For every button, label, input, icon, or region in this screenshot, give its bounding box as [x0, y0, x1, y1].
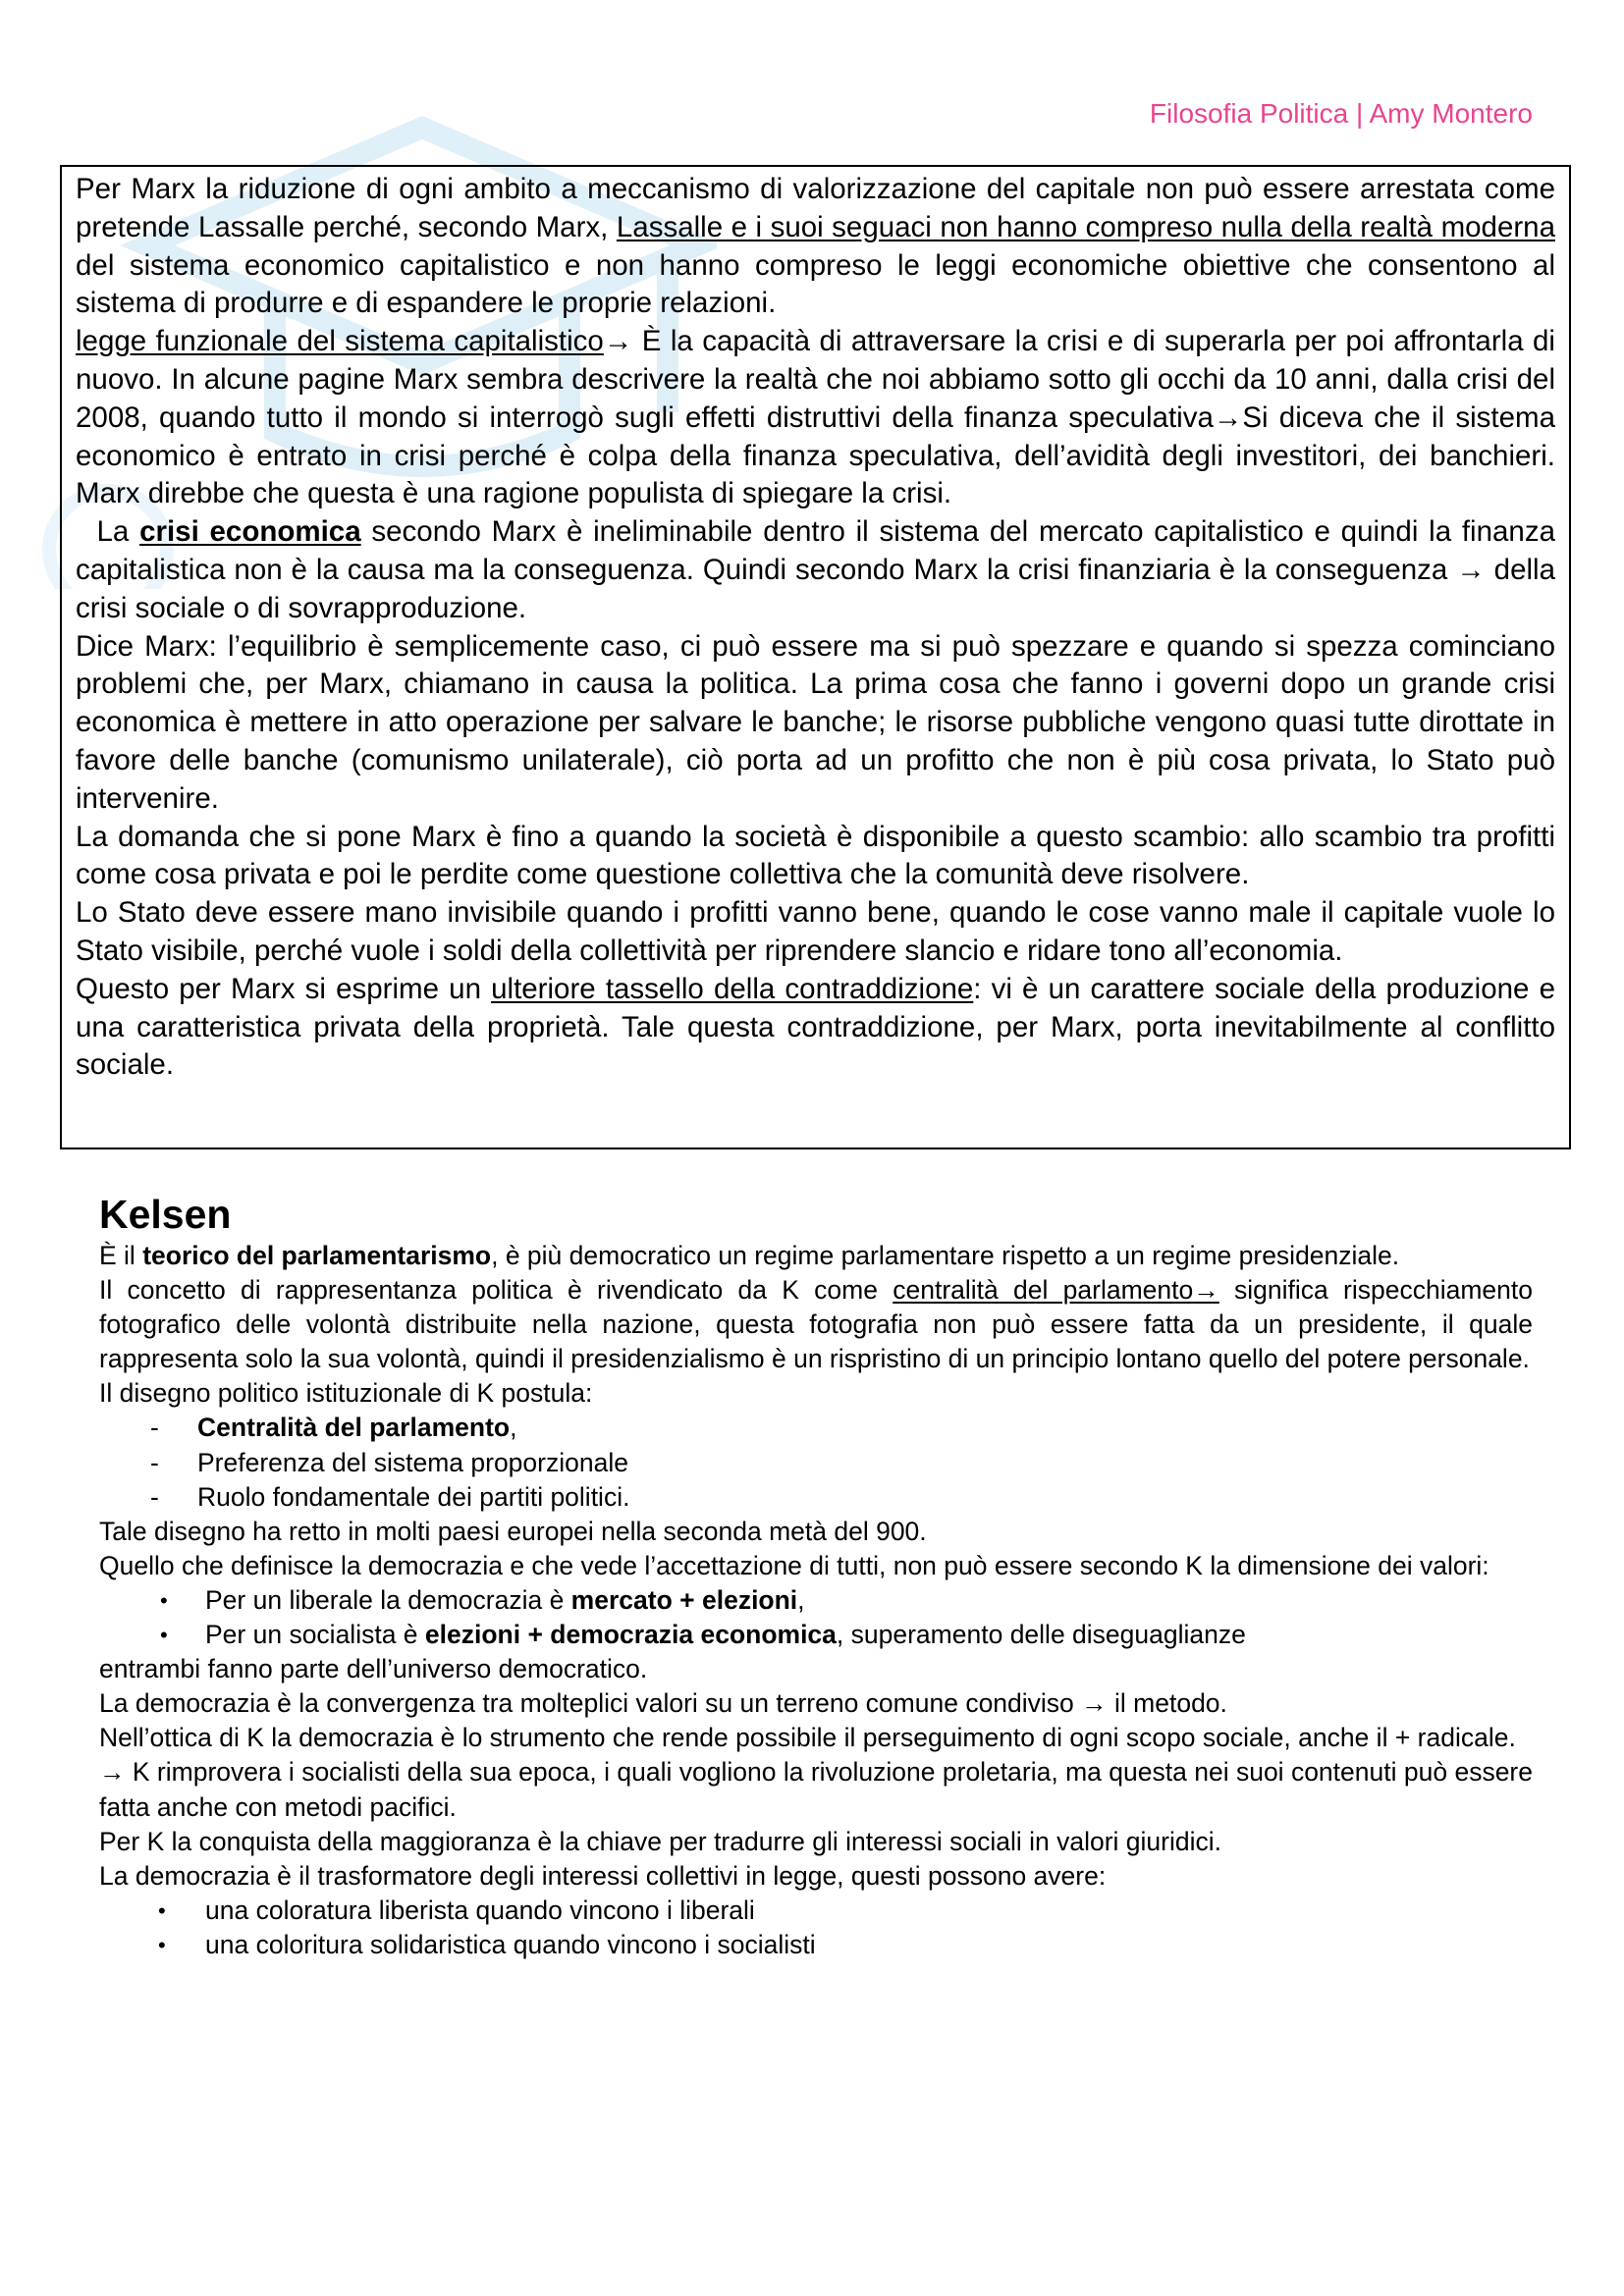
list-item: - Ruolo fondamentale dei partiti politici.	[150, 1481, 630, 1512]
arrow-icon: →	[603, 325, 633, 358]
list-item: • Per un liberale la democrazia è mercato + elezioni,	[160, 1584, 805, 1615]
marx-summary-box	[60, 165, 1571, 1149]
paragraph: Questo per Marx si esprime un ulteriore tassello della contraddizione: vi è un carattere sociale della produzione e una caratteristica privata della proprietà. Tale questa contraddizione, per Marx, porta inevitabilmente al conflitto sociale.	[76, 972, 1555, 1082]
paragraph: entrambi fanno parte dell’universo democratico.	[99, 1654, 648, 1684]
arrow-icon: →	[1193, 1275, 1219, 1306]
paragraph: → K rimprovera i socialisti della sua epoca, i quali vogliono la rivoluzione proletaria, ma questa nei suoi contenuti può essere fatta anche con metodi pacifici.	[99, 1757, 1533, 1822]
outcome-list	[99, 1894, 1533, 1962]
arrow-icon: →	[1213, 400, 1243, 434]
kelsen-section	[99, 1190, 1533, 1962]
paragraph: La domanda che si pone Marx è fino a quando la società è disponibile a questo scambio: allo scambio tra profitti come cosa privata e poi le perdite come questione collettiva che la comunità deve risolvere.	[76, 820, 1555, 891]
list-item: - Centralità del parlamento,	[150, 1413, 517, 1443]
section-title: Kelsen	[99, 1192, 232, 1237]
paragraph: legge funzionale del sistema capitalistico→ È la capacità di attraversare la crisi e di superarla per poi affrontarla di nuovo. In alcune pagine Marx sembra descrivere la realtà che noi abbiamo sotto gli occhi da 10 anni, dalla crisi del 2008, quando tutto il mondo si interrogò sugli effetti distruttivi della finanza speculativa→Si diceva che il sistema economico è entrato in crisi perché è colpa della finanza speculativa, dell’avidità degli investitori, dei banchieri. Marx direbbe che questa è una ragione populista di spiegare la crisi.	[76, 325, 1555, 510]
paragraph: Il concetto di rappresentanza politica è rivendicato da K come centralità del parlamento→ significa rispecchiamento fotografico delle volontà distribuite nella nazione, questa fotografia non può essere fatta da un presidente, il quale rappresenta solo la sua volontà, quindi il presidenzialismo è un rispristino di un principio lontano quello del potere personale.	[99, 1275, 1533, 1374]
paragraph: Quello che definisce la democrazia e che vede l’accettazione di tutti, non può essere secondo K la dimensione dei valori:	[99, 1550, 1489, 1580]
paragraph: Per K la conquista della maggioranza è la chiave per tradurre gli interessi sociali in valori giuridici.	[99, 1826, 1222, 1856]
postulate-list	[99, 1411, 1533, 1514]
paragraph: Tale disegno ha retto in molti paesi europei nella seconda metà del 900.	[99, 1516, 927, 1546]
list-item: • una coloratura liberista quando vincono i liberali	[158, 1895, 755, 1925]
paragraph: È il teorico del parlamentarismo, è più democratico un regime parlamentare rispetto a un regime presidenziale.	[99, 1241, 1400, 1270]
list-item: • una coloritura solidaristica quando vincono i socialisti	[158, 1929, 816, 1959]
arrow-icon: →	[1456, 553, 1486, 586]
arrow-icon: →	[1081, 1688, 1108, 1719]
list-item: • Per un socialista è elezioni + democrazia economica, superamento delle diseguaglianze	[160, 1620, 1246, 1650]
paragraph: La crisi economica secondo Marx è ineliminabile dentro il sistema del mercato capitalistico e quindi la finanza capitalistica non è la causa ma la conseguenza. Quindi secondo Marx la crisi finanziaria è la conseguenza → della crisi sociale o di sovrapproduzione.	[76, 515, 1555, 624]
values-list	[99, 1583, 1533, 1652]
list-item: - Preferenza del sistema proporzionale	[150, 1447, 628, 1477]
page-header: Filosofia Politica | Amy Montero	[1149, 98, 1533, 129]
paragraph: Dice Marx: l’equilibrio è semplicemente caso, ci può essere ma si può spezzare e quando si spezza cominciano problemi che, per Marx, chiamano in causa la politica. La prima cosa che fanno i governi dopo un grande crisi economica è mettere in atto operazione per salvare le banche; le risorse pubbliche vengono quasi tutte dirottate in favore delle banche (comunismo unilaterale), ciò porta ad un profitto che non è più cosa privata, lo Stato può intervenire.	[76, 629, 1555, 815]
paragraph: La democrazia è la convergenza tra molteplici valori su un terreno comune condiviso → il metodo.	[99, 1688, 1227, 1719]
paragraph: Il disegno politico istituzionale di K postula:	[99, 1378, 593, 1409]
arrow-icon: →	[99, 1757, 126, 1788]
paragraph: Per Marx la riduzione di ogni ambito a meccanismo di valorizzazione del capitale non può essere arrestata come pretende Lassalle perché, secondo Marx, Lassalle e i suoi seguaci non hanno compreso nulla della realtà moderna del sistema economico capitalistico e non hanno compreso le leggi economiche obiettive che consentono al sistema di produrre e di espandere le proprie relazioni.	[76, 173, 1555, 320]
paragraph: La democrazia è il trasformatore degli interessi collettivi in legge, questi possono avere:	[99, 1860, 1107, 1891]
paragraph: Nell’ottica di K la democrazia è lo strumento che rende possibile il perseguimento di ogni scopo sociale, anche il + radicale.	[99, 1723, 1516, 1753]
paragraph: Lo Stato deve essere mano invisibile quando i profitti vanno bene, quando le cose vanno male il capitale vuole lo Stato visibile, perché vuole i soldi della collettività per riprendere slancio e ridare tono all’economia.	[76, 896, 1555, 967]
